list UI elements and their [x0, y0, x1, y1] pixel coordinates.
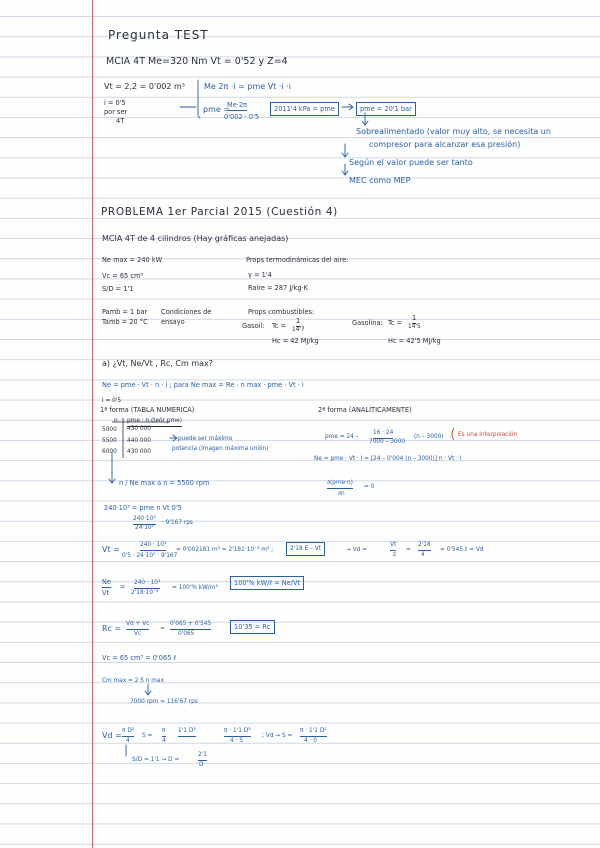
gasoil-tc: Tc = — [272, 322, 287, 330]
sd-ratio: S/D = 1'1 — [102, 285, 134, 293]
vd-geom-frac2-num: π — [162, 726, 166, 737]
vd-geom-tail-den: 4 · 0 — [304, 738, 317, 744]
vt-calc-den: 0'5 · 24·10⁵ · 9'167 — [122, 553, 178, 559]
arrow-down-2 — [342, 144, 348, 157]
table-head-n: n — [114, 418, 118, 424]
pme-linear-den: 7000 – 3000 — [369, 439, 406, 445]
forma-1-title: 1ª forma (TABLA NUMÉRICA) — [100, 406, 195, 414]
red-brace — [452, 428, 454, 440]
tamb-value: Tamb = 20 °C — [102, 318, 148, 326]
pme-bar-result: pme = 20'1 bar — [356, 102, 416, 116]
vd-mid-eq: = — [406, 547, 411, 553]
vd-geom-frac1-den: 4 — [126, 738, 130, 744]
ne-expanded: Ne = pme · Vt · i = [24 – 0'004 (n – 3000)] n · Vt · i — [314, 456, 462, 462]
ne-equation: Ne = pme · Vt · n · i ; para Ne max = Re · n max · pme · Vt · i — [102, 381, 304, 389]
calc-line-2-rest: · 9'167 rps — [162, 520, 193, 526]
table-row-n-0: 5000 — [102, 427, 117, 433]
calc-line-1: 240·10³ = pme n Vt 0'5 — [104, 504, 182, 512]
vd-geom-res-den: 4 · S — [230, 738, 243, 744]
arrow-right-1 — [342, 104, 353, 110]
gasoil-tc-num: 1 — [296, 317, 301, 325]
pamb-value: Pamb = 1 bar — [102, 308, 148, 316]
note-compresor: compresor para alcanzar esa presión) — [369, 140, 521, 149]
gasoil-hc: Hc = 42 MJ/kg — [272, 337, 319, 345]
vt-value: Vt = 2,2 = 0'002 m³ — [104, 82, 186, 91]
ne-vt-lhs-num: Ne — [102, 578, 111, 586]
pme-linear: pme = 24 – — [325, 434, 359, 440]
vd-num-2: 2'18 — [418, 540, 431, 551]
section1-givens: MCIA 4T Me=320 Nm Vt = 0'52 y Z=4 — [106, 56, 288, 67]
vd-geom-s: S = — [142, 733, 153, 739]
vd-equals: → Vd = — [346, 547, 368, 553]
vc-conversion: Vc = 65 cm³ = 0'065 ℓ — [102, 654, 177, 662]
pme-boxed-result: 2011'4 kPa = pme — [270, 102, 339, 116]
sd-last: S/D = 1'1 → D = — [132, 757, 180, 763]
section2-subtitle: MCIA 4T de 4 cilindros (Hay gráficas anejadas) — [102, 234, 289, 243]
rpm-conversion: 7000 rpm = 116'67 rps — [130, 699, 198, 705]
pme-denominator: 0'002 · 0'5 — [224, 113, 260, 121]
section1-title: Pregunta TEST — [108, 28, 209, 42]
pme-numerator: Me·2π — [227, 101, 248, 109]
rc-boxed: 10'35 = Rc — [230, 620, 275, 634]
rc-num: Vd + Vc — [126, 619, 149, 630]
table-row-v-1: 440 000 — [127, 438, 151, 444]
ne-vt-lhs-den: Vt — [102, 589, 110, 597]
table-row-n-2: 6000 — [102, 449, 117, 455]
vd-den-2: 4 — [421, 552, 425, 558]
vd-den-1: z — [393, 552, 397, 558]
note-segun-valor: Según el valor puede ser tanto — [349, 158, 473, 167]
table-arrow — [170, 435, 177, 441]
vt-calc-num: 240 · 10³ — [140, 540, 166, 551]
sd-last-num: 2'1 — [198, 750, 207, 761]
vd-geom-frac3-num: 1'1 D³ — [178, 726, 196, 737]
table-head-pme: pme · n (teór pme) — [127, 416, 182, 427]
ne-vt-equals: = — [120, 583, 126, 591]
calc-line-2-num: 240·10³ — [133, 514, 156, 525]
vd-result: = 0'545 ℓ = Vd — [440, 547, 484, 553]
question-a: a) ¿Vt, Ne/Vt , Rc, Cm max? — [102, 359, 213, 368]
derivative-num: ∂(pme·n) — [327, 478, 353, 489]
table-row-v-2: 430 000 — [127, 449, 151, 455]
rc-den-2: 0'065 — [178, 631, 195, 637]
props-comb-title: Props combustibles: — [248, 308, 315, 316]
vd-num-1: Vt — [390, 540, 396, 551]
pme-equals: pme = — [203, 105, 231, 114]
calc-line-2-den: 24·10⁵ — [135, 525, 154, 531]
props-air-title: Props termodinámicas del aire: — [246, 256, 349, 264]
ne-vt-den: 2'18·10⁻³ — [131, 590, 159, 596]
table-row-n-1: 5500 — [102, 438, 117, 444]
derivative-den: ∂n — [338, 491, 345, 497]
arrow-down-1 — [362, 113, 368, 125]
note-sobrealimentado: Sobrealimentado (valor muy alto, se necesita un — [356, 127, 551, 136]
table-row-v-0: 430 000 — [127, 426, 151, 432]
vd-geom-tail-num: π · 1'1 D² — [300, 726, 327, 737]
gasolina-tc: Tc = — [388, 319, 403, 327]
i-value: i = 0'5 — [104, 99, 126, 107]
gasoil-tc-den: 14'7 — [292, 327, 305, 333]
vc-value: Vc = 65 cm³ — [102, 272, 144, 280]
rc-lhs: Rc = — [102, 624, 122, 633]
table-note-2: potencia (imagen máxima unión) — [172, 446, 269, 452]
sd-last-den: D — [199, 762, 204, 768]
table-note-1: puede ser máximo — [178, 436, 233, 442]
vd-geom-frac1-num: π D² — [122, 726, 134, 737]
arrow-down-3 — [342, 164, 348, 175]
pme-linear-num: 16 · 24 — [373, 428, 393, 439]
derivative-eq: = 0 — [364, 484, 375, 490]
vt-boxed: 2'18 E – Vt — [286, 542, 325, 556]
vt-calc-label: Vt = — [102, 545, 120, 554]
section2-title: PROBLEMA 1er Parcial 2015 (Cuestión 4) — [101, 206, 338, 218]
rc-den: Vc — [134, 631, 142, 637]
rc-equals: = — [160, 626, 165, 632]
forma-2-title: 2ª forma (ANALÍTICAMENTE) — [318, 406, 412, 414]
vd-geom-res-num: π · 1'1 D³ — [224, 726, 251, 737]
me-formula: Me 2π ·i = pme Vt ·i ·i — [204, 82, 291, 91]
ne-max: Ne max = 240 kW — [102, 256, 163, 264]
vd-geom-frac2-den: 4 — [162, 738, 166, 744]
nmax-label: n / Ne max a n = 5500 rpm — [119, 479, 210, 487]
cond-label-1: Condiciones de — [161, 308, 212, 316]
ne-vt-mid: = 100'% kW/m³ — [172, 585, 218, 591]
cond-label-2: ensayo — [161, 318, 185, 326]
nmax-arrow — [109, 452, 115, 483]
ne-vt-boxed: 100'% kW/ℓ = Ne/Vt — [230, 576, 304, 590]
ne-vt-num: 240 · 10³ — [134, 578, 160, 589]
bracket-stroke — [198, 80, 200, 118]
gasolina-tc-den: 14'5 — [408, 324, 421, 330]
gamma-value: γ = 1'4 — [248, 271, 272, 279]
i-half: i = 0'5 — [102, 398, 122, 404]
gasolina-hc: Hc = 42'5 MJ/kg — [388, 337, 441, 345]
i-reason: por ser — [104, 108, 128, 116]
pme-linear-paren: (n – 3000) — [414, 434, 444, 440]
note-mec-mep: MEC como MEP — [349, 176, 411, 185]
vd-geom-tail: ; Vd → S = — [262, 733, 293, 739]
cm-max: Cm max = 2 S n max — [102, 678, 164, 684]
rpm-arrow — [145, 684, 151, 695]
i-reason-4t: 4T — [116, 117, 125, 125]
raire-value: Raire = 287 J/kg·K — [248, 284, 308, 292]
vt-calc-result: = 0'002181 m³ = 2'181·10⁻³ m³ ; — [176, 547, 274, 553]
vd-geom-label: Vd = — [102, 731, 122, 740]
gasolina-label: Gasolina: — [352, 319, 383, 327]
gasoil-label: Gasoil: — [242, 322, 265, 330]
gasolina-tc-num: 1 — [412, 314, 417, 322]
rc-num-2: 0'065 + 0'545 — [170, 619, 211, 630]
interpolation-note: Es una interpolación — [458, 432, 518, 438]
